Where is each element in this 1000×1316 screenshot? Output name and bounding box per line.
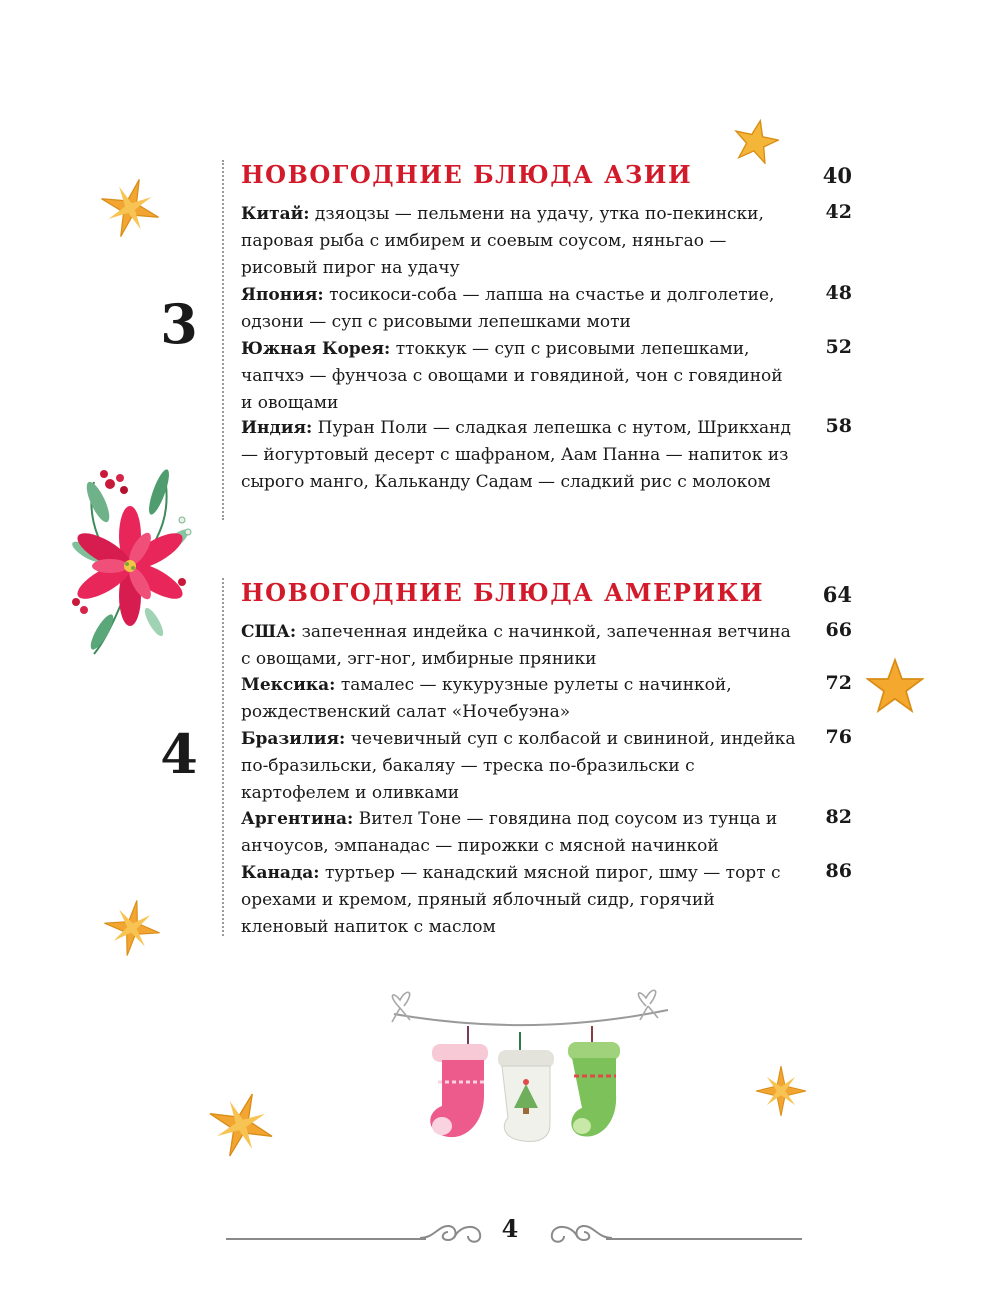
entry-page-number[interactable]: 82 xyxy=(825,806,852,828)
entry-country: Япония: xyxy=(241,285,324,305)
entry-country: Индия: xyxy=(241,418,313,438)
star-icon xyxy=(100,178,160,238)
toc-entry[interactable] xyxy=(241,672,796,726)
page-number: 4 xyxy=(501,1214,519,1243)
stocking-white-icon xyxy=(498,1050,554,1141)
entry-page-number[interactable]: 76 xyxy=(825,726,852,748)
chapter-number: 3 xyxy=(160,292,198,356)
star-icon xyxy=(866,657,924,715)
stocking-green-icon xyxy=(568,1042,620,1137)
star-icon xyxy=(208,1092,274,1158)
section-page-number[interactable]: 40 xyxy=(822,163,852,188)
entry-text: Вител Тоне — говядина под соусом из тунца и анчоусов, эмпанадас — пирожки с мясной начинкой xyxy=(241,809,778,856)
entry-page-number[interactable]: 42 xyxy=(825,201,852,223)
entry-page-number[interactable]: 58 xyxy=(825,415,852,437)
flourish-icon xyxy=(548,1216,612,1250)
entry-country: Мексика: xyxy=(241,675,336,695)
toc-entry[interactable] xyxy=(241,201,796,282)
entry-country: США: xyxy=(241,622,297,642)
entry-text: ттоккук — суп с рисовыми лепешками, чапчхэ — фунчоза с овощами и говядиной, чон с говядиной и овощами xyxy=(241,339,783,413)
entry-country: Бразилия: xyxy=(241,729,346,749)
toc-entry[interactable] xyxy=(241,806,796,860)
star-icon xyxy=(733,118,779,164)
chapter-number: 4 xyxy=(160,722,198,786)
entry-page-number[interactable]: 72 xyxy=(825,672,852,694)
entry-country: Китай: xyxy=(241,204,310,224)
section-page-number[interactable]: 64 xyxy=(822,582,852,607)
stockings-garland-icon xyxy=(386,986,676,1146)
entry-page-number[interactable]: 48 xyxy=(825,282,852,304)
section-divider-line xyxy=(222,578,224,936)
toc-entry[interactable] xyxy=(241,619,796,673)
footer-rule-right xyxy=(606,1238,802,1240)
toc-entry[interactable] xyxy=(241,726,796,807)
entry-text: запеченная индейка с начинкой, запеченная ветчина с овощами, эгг-ног, имбирные пряники xyxy=(241,622,791,669)
entry-page-number[interactable]: 86 xyxy=(825,860,852,882)
entry-text: чечевичный суп с колбасой и свининой, индейка по-бразильски, бакаляу — треска по-бразильски с картофелем и оливками xyxy=(241,729,796,803)
entry-text: тосикоси-соба — лапша на счастье и долголетие, одзони — суп с рисовыми лепешками моти xyxy=(241,285,775,332)
section-title[interactable]: НОВОГОДНИЕ БЛЮДА АЗИИ xyxy=(241,160,693,189)
entry-text: Пуран Поли — сладкая лепешка с нутом, Шрикханд — йогуртовый десерт с шафраном, Аам Панна — напиток из сырого манго, Кальканду Садам — сладкий рис с молоком xyxy=(241,418,791,492)
section-divider-line xyxy=(222,160,224,520)
toc-entry[interactable] xyxy=(241,282,796,336)
section-title[interactable]: НОВОГОДНИЕ БЛЮДА АМЕРИКИ xyxy=(241,578,765,607)
entry-text: туртьер — канадский мясной пирог, шму — торт с орехами и кремом, пряный яблочный сидр, горячий кленовый напиток с маслом xyxy=(241,863,781,937)
poinsettia-icon xyxy=(64,462,196,658)
stocking-pink-icon xyxy=(430,1044,488,1137)
toc-entry[interactable] xyxy=(241,336,796,417)
flourish-icon xyxy=(420,1216,484,1250)
entry-country: Южная Корея: xyxy=(241,339,391,359)
entry-country: Канада: xyxy=(241,863,320,883)
entry-page-number[interactable]: 52 xyxy=(825,336,852,358)
star-icon xyxy=(756,1066,806,1116)
footer-rule-left xyxy=(226,1238,426,1240)
entry-text: дзяоцзы — пельмени на удачу, утка по-пекински, паровая рыба с имбирем и соевым соусом, няньгао — рисовый пирог на удачу xyxy=(241,204,764,278)
entry-text: тамалес — кукурузные рулеты с начинкой, рождественский салат «Ночебуэна» xyxy=(241,675,732,722)
entry-page-number[interactable]: 66 xyxy=(825,619,852,641)
toc-entry[interactable] xyxy=(241,415,796,496)
toc-entry[interactable] xyxy=(241,860,796,941)
entry-country: Аргентина: xyxy=(241,809,354,829)
star-icon xyxy=(104,900,160,956)
